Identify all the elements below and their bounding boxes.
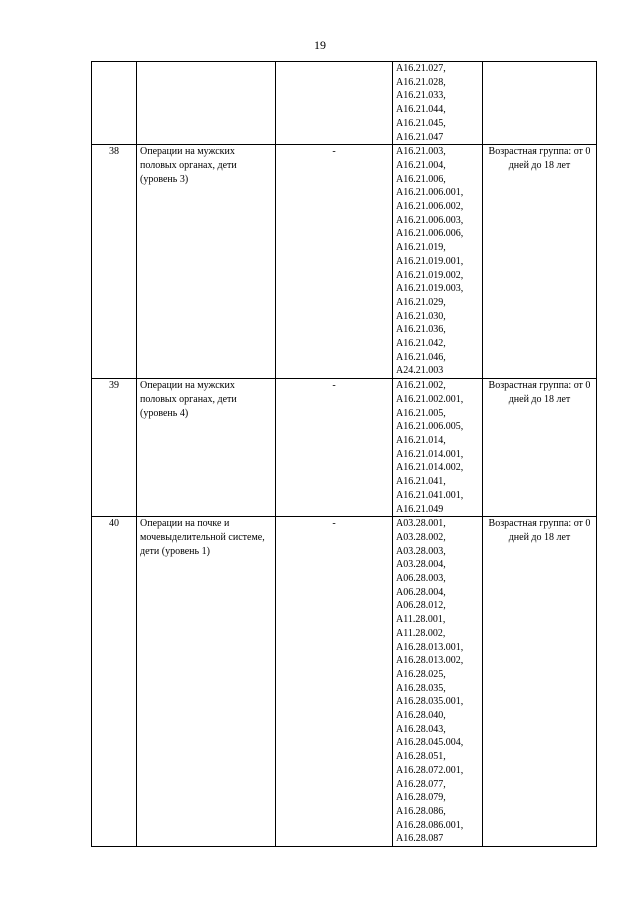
row-dash: - [276, 145, 393, 379]
code-item: A16.21.019.003, [396, 283, 464, 295]
code-item: A06.28.004, [396, 586, 446, 598]
code-item: A16.21.046, [396, 351, 446, 363]
code-item: A16.21.028, [396, 76, 446, 88]
code-item: A16.21.019.001, [396, 255, 464, 267]
code-item: A16.21.045, [396, 117, 446, 129]
row-number: 39 [92, 379, 137, 517]
table-row [92, 517, 597, 847]
code-item: A16.28.035.001, [396, 696, 464, 708]
row-extra: Возрастная группа: от 0 дней до 18 лет [483, 379, 597, 517]
row-name [137, 145, 276, 379]
code-item: A16.28.072.001, [396, 764, 464, 776]
code-item: A03.28.004, [396, 559, 446, 571]
code-item: A16.21.014, [396, 434, 446, 446]
row-codes [393, 517, 483, 847]
code-item: A06.28.003, [396, 573, 446, 585]
code-item: A16.21.041.001, [396, 489, 464, 501]
code-item: A16.21.029, [396, 296, 446, 308]
code-item: A16.28.035, [396, 682, 446, 694]
code-item: A16.28.079, [396, 792, 446, 804]
row-name-text: Операции на мужских половых органах, дети (уровень 3) [140, 146, 237, 185]
code-item: A16.28.077, [396, 778, 446, 790]
code-item: A11.28.002, [396, 627, 446, 639]
code-item: A16.21.006.006, [396, 228, 464, 240]
row-number [92, 62, 137, 145]
code-item: A16.21.004, [396, 159, 446, 171]
code-item: A16.21.027, [396, 63, 446, 74]
code-item: A16.21.042, [396, 338, 446, 350]
code-item: A16.21.030, [396, 310, 446, 322]
code-item: A16.21.044, [396, 104, 446, 116]
codes-table [91, 61, 597, 847]
table-row [92, 379, 597, 517]
row-name-text: Операции на мужских половых органах, дети (уровень 4) [140, 380, 237, 419]
code-item: A16.21.006.001, [396, 187, 464, 199]
row-name [137, 517, 276, 847]
code-item: A16.28.051, [396, 751, 446, 763]
code-item: A03.28.003, [396, 545, 446, 557]
row-codes [393, 145, 483, 379]
code-item: A16.28.040, [396, 710, 446, 722]
code-item: A16.21.033, [396, 90, 446, 102]
row-name [137, 379, 276, 517]
code-item: A16.28.043, [396, 723, 446, 735]
row-codes [393, 379, 483, 517]
code-item: A16.21.041, [396, 476, 446, 488]
code-item: A16.21.019, [396, 242, 446, 254]
row-extra [483, 62, 597, 145]
code-item: A16.21.002, [396, 380, 446, 392]
code-item: A16.21.003, [396, 146, 446, 158]
code-item: A16.28.025, [396, 668, 446, 680]
code-item: A16.21.002.001, [396, 393, 464, 405]
row-name [137, 62, 276, 145]
code-item: A03.28.001, [396, 518, 446, 530]
code-item: A24.21.003 [396, 365, 444, 377]
row-codes [393, 62, 483, 145]
code-item: A16.21.036, [396, 324, 446, 336]
row-extra: Возрастная группа: от 0 дней до 18 лет [483, 517, 597, 847]
row-name-text: Операции на почке и мочевыделительной системе, дети (уровень 1) [140, 518, 265, 557]
row-extra: Возрастная группа: от 0 дней до 18 лет [483, 145, 597, 379]
code-item: A03.28.002, [396, 531, 446, 543]
table-row [92, 62, 597, 145]
code-item: A16.28.086.001, [396, 819, 464, 831]
code-item: A16.21.014.001, [396, 448, 464, 460]
code-item: A11.28.001, [396, 614, 446, 626]
code-item: A16.21.019.002, [396, 269, 464, 281]
code-item: A16.28.013.001, [396, 641, 464, 653]
code-item: A16.28.086, [396, 805, 446, 817]
code-item: A16.21.049 [396, 503, 444, 515]
code-item: A16.21.005, [396, 407, 446, 419]
code-item: A16.28.013.002, [396, 655, 464, 667]
table-row [92, 145, 597, 379]
code-item: A16.28.087 [396, 833, 444, 845]
code-item: A16.21.014.002, [396, 462, 464, 474]
page-number: 19 [314, 38, 326, 52]
row-number: 38 [92, 145, 137, 379]
row-dash: - [276, 379, 393, 517]
code-item: A16.21.006.003, [396, 214, 464, 226]
row-dash [276, 62, 393, 145]
code-item: A16.21.047 [396, 131, 444, 143]
code-item: A06.28.012, [396, 600, 446, 612]
code-item: A16.21.006.005, [396, 421, 464, 433]
row-dash: - [276, 517, 393, 847]
code-item: A16.21.006, [396, 173, 446, 185]
row-number: 40 [92, 517, 137, 847]
code-item: A16.21.006.002, [396, 201, 464, 213]
code-item: A16.28.045.004, [396, 737, 464, 749]
